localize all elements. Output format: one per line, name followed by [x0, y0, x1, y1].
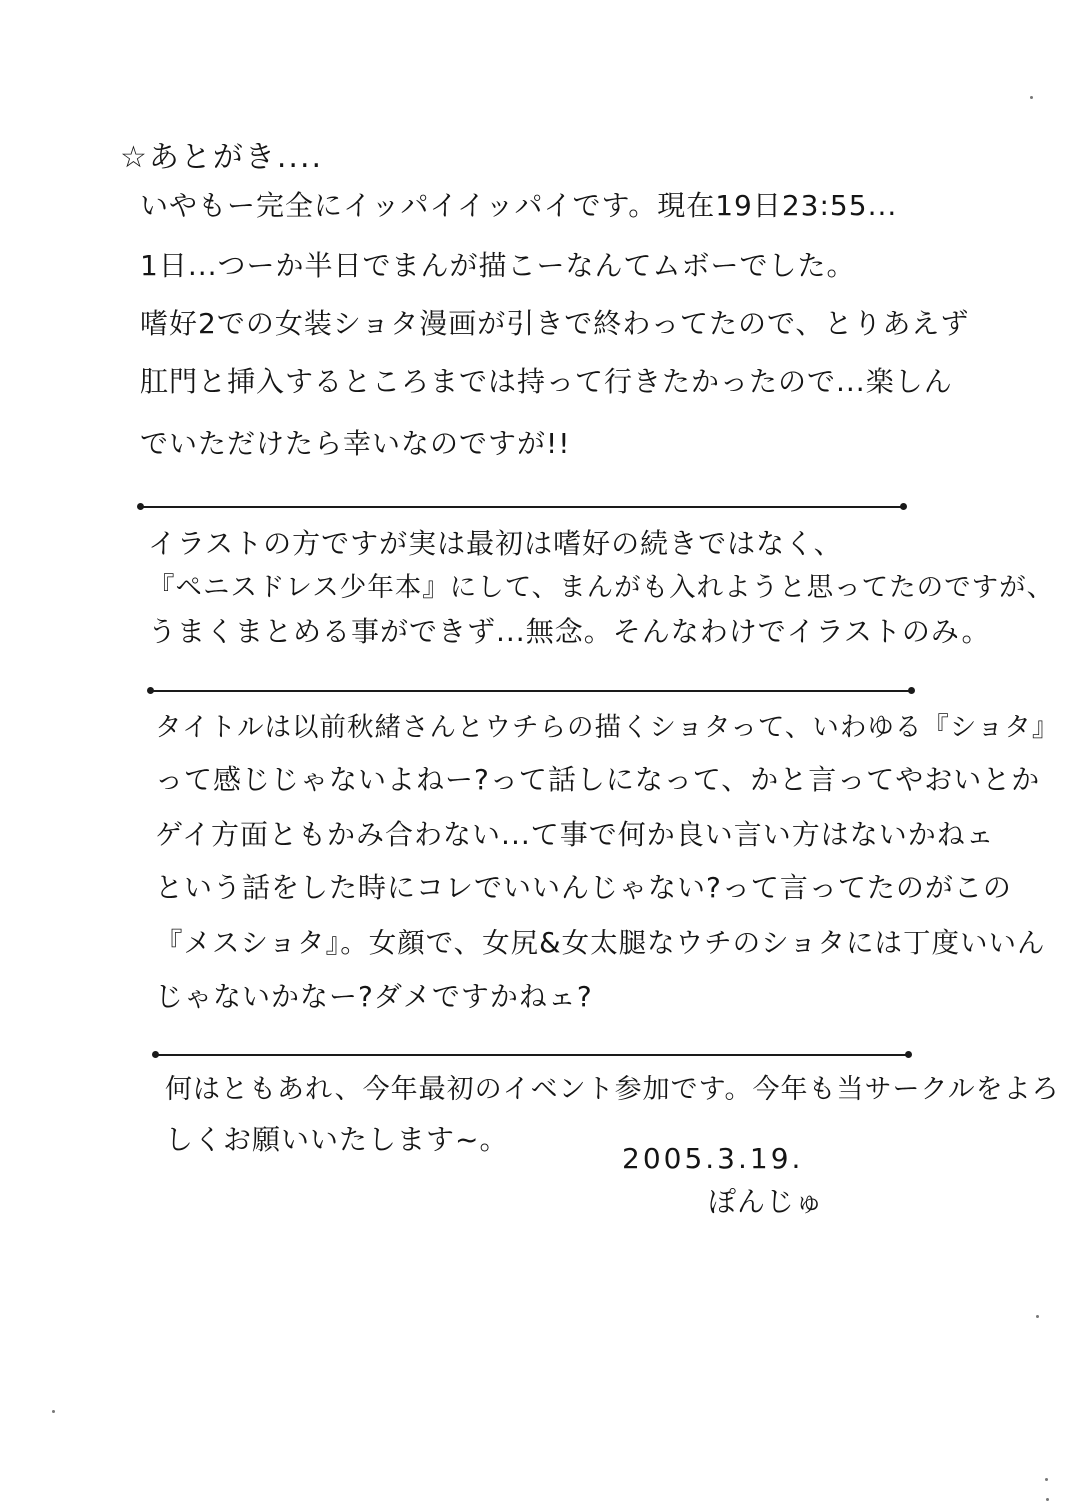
paragraph-2-line-2: 『ペニスドレス少年本』にして、まんがも入れようと思ってたのですが、: [148, 572, 1055, 603]
divider-1: [140, 506, 904, 508]
scan-speck: [52, 1410, 55, 1413]
scan-speck: [1030, 96, 1033, 99]
paragraph-4-line-1: 何はともあれ、今年最初のイベント参加です。今年も当サークルをよろ: [165, 1074, 1060, 1105]
paragraph-3-line-5: 『メスショタ』。女顔で、女尻&女太腿なウチのショタには丁度いいん: [155, 927, 1046, 959]
paragraph-3-line-4: という話をした時にコレでいいんじゃない?って言ってたのがこの: [155, 871, 1012, 904]
afterword-heading: ☆あとがき....: [120, 140, 324, 175]
date: 2005.3.19.: [622, 1142, 804, 1175]
divider-3: [155, 1054, 909, 1056]
paragraph-1-line-5: でいただけたら幸いなのですが!!: [140, 427, 571, 460]
paragraph-4-line-2: しくお願いいたします~。: [165, 1123, 509, 1156]
paragraph-1-line-4: 肛門と挿入するところまでは持って行きたかったので...楽しん: [140, 365, 953, 398]
scan-speck: [1046, 1498, 1049, 1501]
divider-2: [150, 690, 912, 692]
paragraph-2-line-1: イラストの方ですが実は最初は嗜好の続きではなく、: [148, 527, 843, 560]
paragraph-2-line-3: うまくまとめる事ができず...無念。そんなわけでイラストのみ。: [148, 615, 991, 648]
paragraph-1-line-2: 1日...つーか半日でまんが描こーなんてムボーでした。: [140, 249, 856, 282]
paragraph-3-line-2: って感じじゃないよねー?って話しになって、かと言ってやおいとか: [155, 763, 1041, 796]
paragraph-1-line-3: 嗜好2での女装ショタ漫画が引きで終わってたので、とりあえず: [140, 307, 970, 340]
paragraph-3-line-6: じゃないかなー?ダメですかねェ?: [155, 980, 593, 1013]
paragraph-3-line-1: タイトルは以前秋緒さんとウチらの描くショタって、いわゆる『ショタ』: [155, 712, 1060, 743]
paragraph-3-line-3: ゲイ方面ともかみ合わない...て事で何か良い言い方はないかねェ: [155, 818, 995, 851]
author-signature: ぽんじゅ: [708, 1185, 825, 1218]
scan-speck: [1045, 1478, 1048, 1481]
scan-speck: [1036, 1315, 1039, 1318]
paragraph-1-line-1: いやもー完全にイッパイイッパイです。現在19日23:55...: [140, 189, 898, 222]
